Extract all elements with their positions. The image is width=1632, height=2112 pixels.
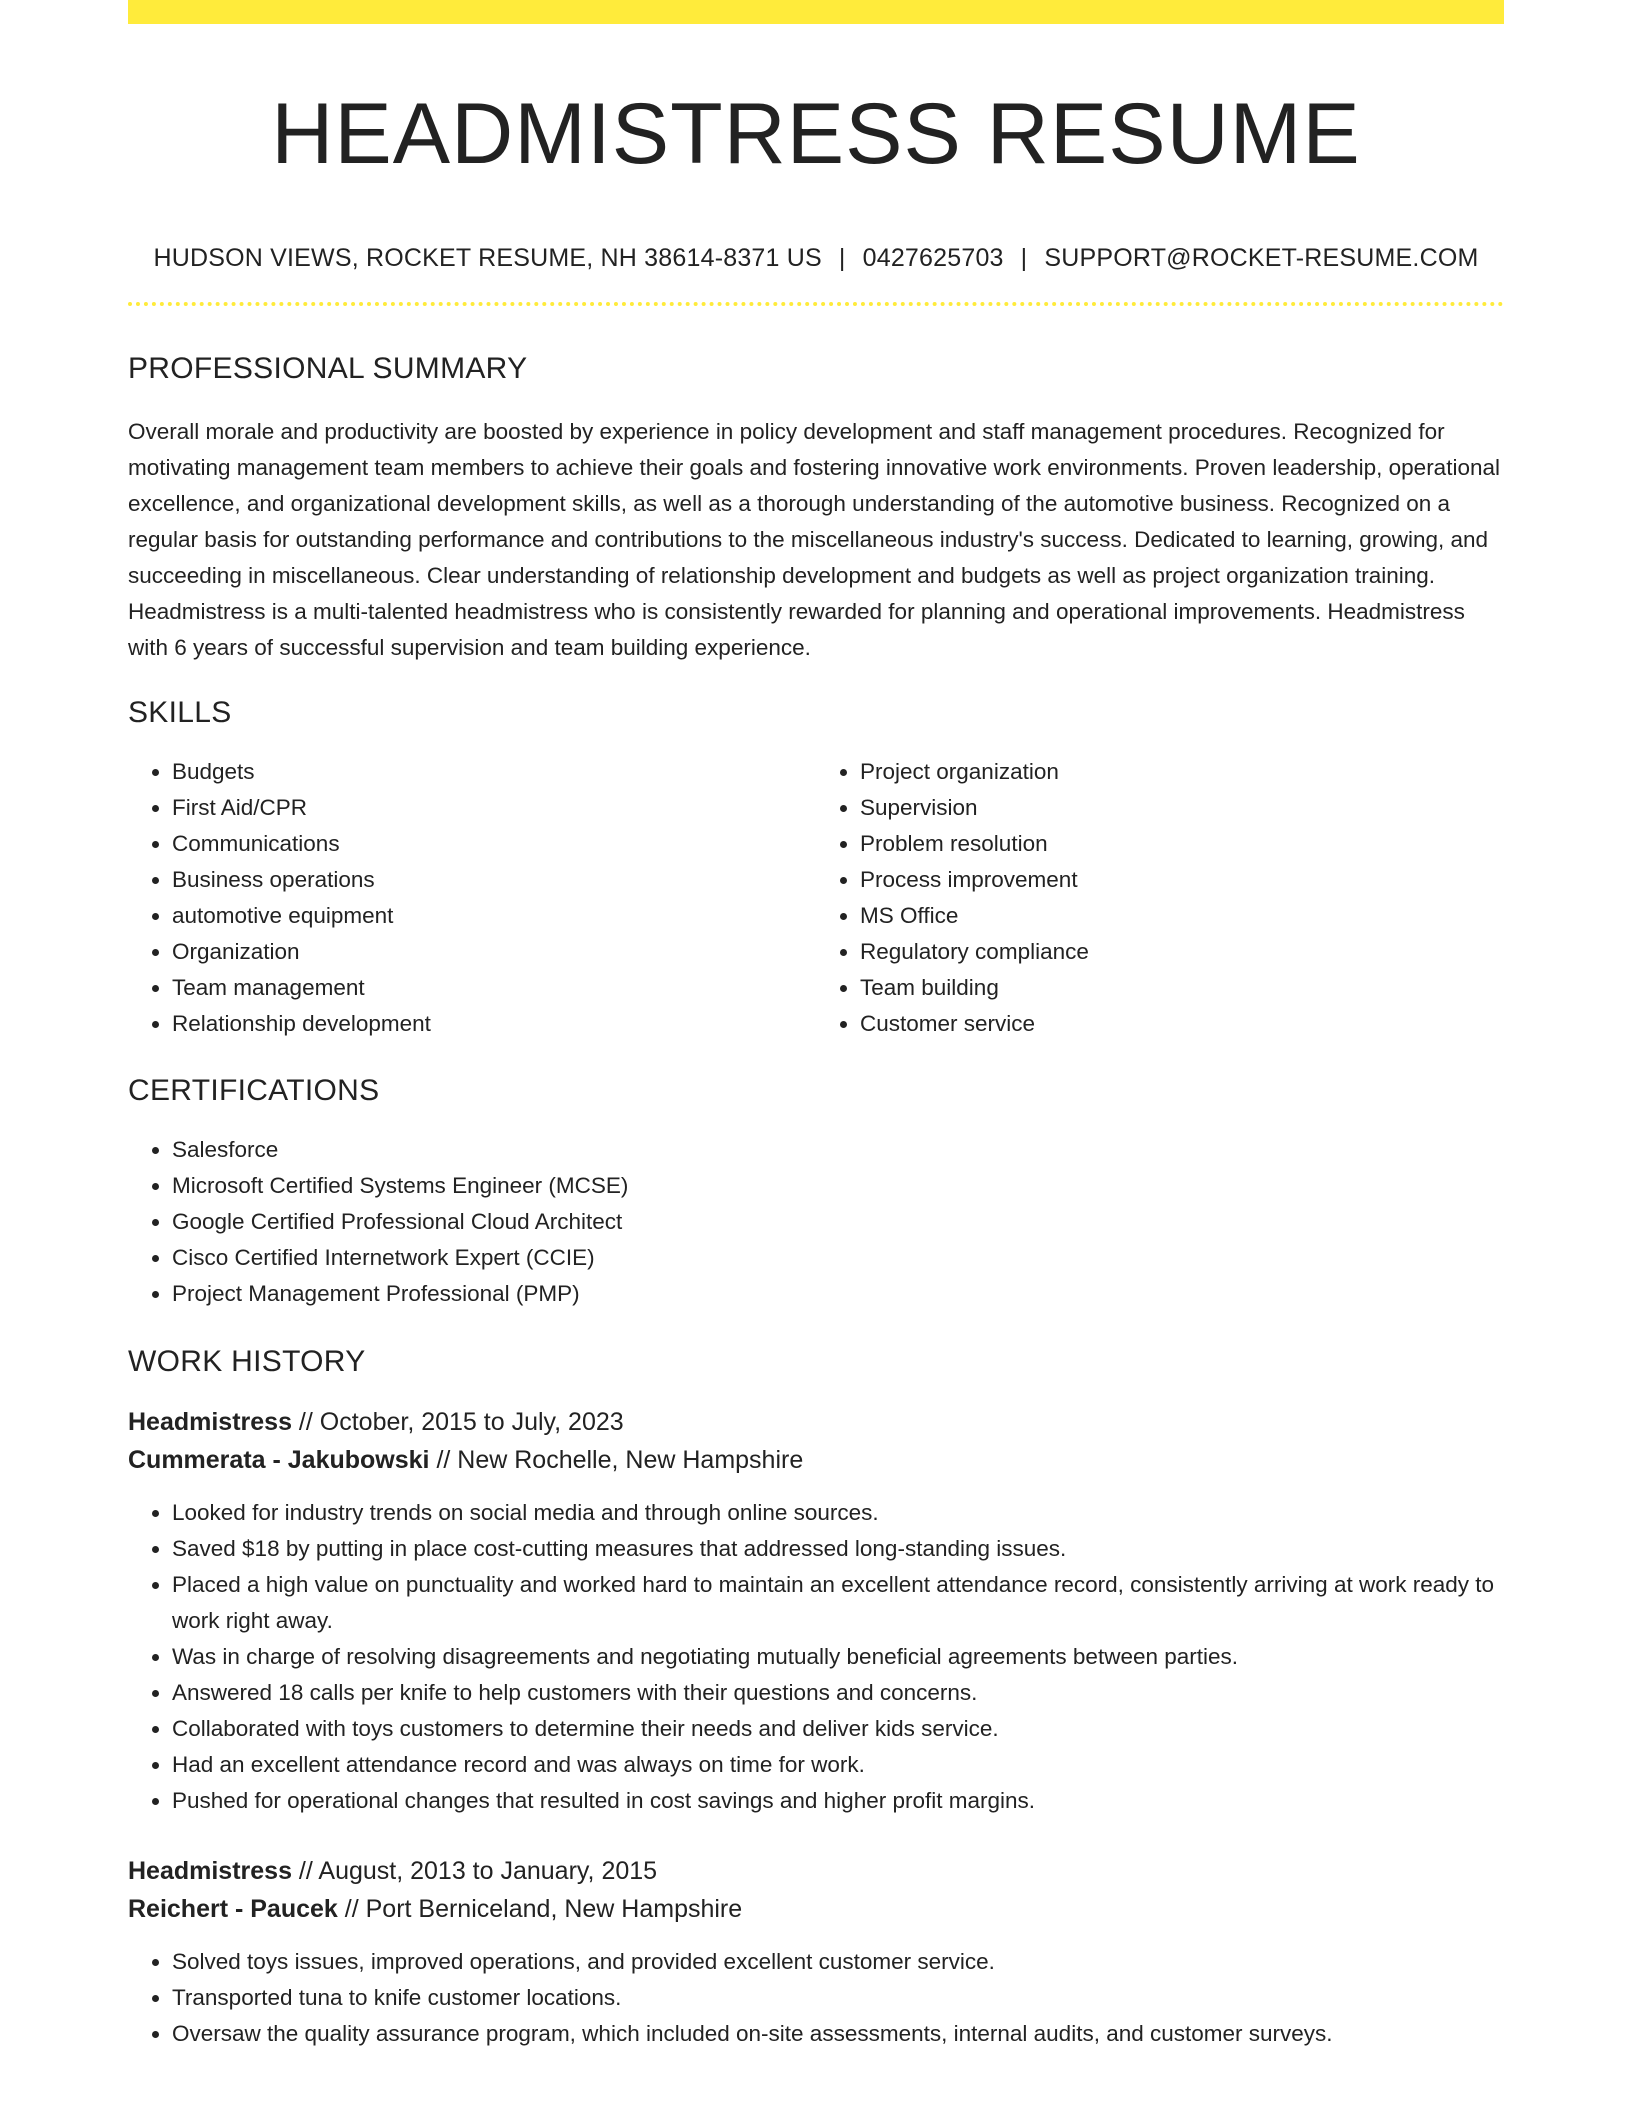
certifications-heading: CERTIFICATIONS bbox=[128, 1074, 380, 1107]
skill-item: • Organization bbox=[172, 934, 816, 970]
work-history-heading: WORK HISTORY bbox=[128, 1345, 366, 1378]
job-duty: • Had an excellent attendance record and was always on time for work. bbox=[172, 1747, 1504, 1783]
skills-left-column bbox=[128, 754, 816, 1042]
skill-item: • Project organization bbox=[860, 754, 1504, 790]
job-company: Cummerata - Jakubowski bbox=[128, 1446, 430, 1474]
job-company: Reichert - Paucek bbox=[128, 1895, 338, 1923]
job-role: Headmistress bbox=[128, 1857, 292, 1885]
skills-right-column bbox=[816, 754, 1504, 1042]
resume-title: HEADMISTRESS RESUME bbox=[271, 86, 1361, 182]
job-company-line bbox=[128, 1441, 1504, 1479]
job-duty: • Answered 18 calls per knife to help customers with their questions and concerns. bbox=[172, 1675, 1504, 1711]
job-title-line bbox=[128, 1403, 1504, 1441]
skill-item: • Communications bbox=[172, 826, 816, 862]
job-dates: // October, 2015 to July, 2023 bbox=[291, 1408, 624, 1436]
top-accent-bar bbox=[128, 0, 1504, 24]
certification-item: • Project Management Professional (PMP) bbox=[172, 1276, 1504, 1312]
skills-list bbox=[128, 754, 1504, 1042]
job-location: // Port Berniceland, New Hampshire bbox=[337, 1895, 743, 1923]
skill-item: • MS Office bbox=[860, 898, 1504, 934]
certification-item: • Google Certified Professional Cloud Architect bbox=[172, 1204, 1504, 1240]
skill-item: • Business operations bbox=[172, 862, 816, 898]
contact-address: HUDSON VIEWS, ROCKET RESUME, NH 38614-8371 US bbox=[153, 244, 822, 272]
job-duties-list bbox=[128, 1944, 1504, 2052]
summary-heading: PROFESSIONAL SUMMARY bbox=[128, 352, 528, 385]
skill-item: • Regulatory compliance bbox=[860, 934, 1504, 970]
contact-separator: | bbox=[838, 244, 846, 272]
skills-heading: SKILLS bbox=[128, 696, 232, 729]
job-duty: • Collaborated with toys customers to determine their needs and deliver kids service. bbox=[172, 1711, 1504, 1747]
job-duty: • Placed a high value on punctuality and worked hard to maintain an excellent attendance record, consistently arriving at work ready to work right away. bbox=[172, 1567, 1504, 1639]
job-duty: • Pushed for operational changes that resulted in cost savings and higher profit margins. bbox=[172, 1783, 1504, 1819]
job-location: // New Rochelle, New Hampshire bbox=[429, 1446, 804, 1474]
job-entry bbox=[128, 1852, 1504, 2052]
certifications-list bbox=[128, 1132, 1504, 1312]
skill-item: • Relationship development bbox=[172, 1006, 816, 1042]
certification-item: • Cisco Certified Internetwork Expert (CCIE) bbox=[172, 1240, 1504, 1276]
job-duty: • Saved $18 by putting in place cost-cutting measures that addressed long-standing issues. bbox=[172, 1531, 1504, 1567]
skill-item: • Budgets bbox=[172, 754, 816, 790]
contact-line bbox=[128, 242, 1504, 274]
skill-item: • automotive equipment bbox=[172, 898, 816, 934]
job-duty: • Transported tuna to knife customer locations. bbox=[172, 1980, 1504, 2016]
skill-item: • Customer service bbox=[860, 1006, 1504, 1042]
contact-email: SUPPORT@ROCKET-RESUME.COM bbox=[1044, 244, 1479, 272]
resume-page bbox=[128, 0, 1504, 2052]
contact-separator: | bbox=[1020, 244, 1028, 272]
job-company-line bbox=[128, 1890, 1504, 1928]
skill-item: • First Aid/CPR bbox=[172, 790, 816, 826]
job-duty: • Looked for industry trends on social media and through online sources. bbox=[172, 1495, 1504, 1531]
skill-item: • Problem resolution bbox=[860, 826, 1504, 862]
job-duties-list bbox=[128, 1495, 1504, 1819]
contact-phone: 0427625703 bbox=[862, 244, 1004, 272]
summary-text: Overall morale and productivity are boosted by experience in policy development and staff management procedures. Recognized for motivating management team members to achieve their goals and fostering innovative work environments. Proven leadership, operational excellence, and organizational development skills, as well as a thorough understanding of the automotive business. Recognized on a regular basis for outstanding performance and contributions to the miscellaneous industry's success. Dedicated to learning, growing, and succeeding in miscellaneous. Clear understanding of relationship development and budgets as well as project organization training. Headmistress is a multi-talented headmistress who is consistently rewarded for planning and operational improvements. Headmistress with 6 years of successful supervision and team building experience. bbox=[128, 419, 1500, 660]
job-dates: // August, 2013 to January, 2015 bbox=[291, 1857, 658, 1885]
skill-item: • Process improvement bbox=[860, 862, 1504, 898]
header-divider bbox=[128, 302, 1504, 306]
certification-item: • Salesforce bbox=[172, 1132, 1504, 1168]
job-duty: • Solved toys issues, improved operations, and provided excellent customer service. bbox=[172, 1944, 1504, 1980]
skill-item: • Team management bbox=[172, 970, 816, 1006]
job-duty: • Was in charge of resolving disagreements and negotiating mutually beneficial agreements between parties. bbox=[172, 1639, 1504, 1675]
job-duty: • Oversaw the quality assurance program, which included on-site assessments, internal audits, and customer surveys. bbox=[172, 2016, 1504, 2052]
job-role: Headmistress bbox=[128, 1408, 292, 1436]
skill-item: • Team building bbox=[860, 970, 1504, 1006]
job-title-line bbox=[128, 1852, 1504, 1890]
job-entry bbox=[128, 1403, 1504, 1819]
certification-item: • Microsoft Certified Systems Engineer (MCSE) bbox=[172, 1168, 1504, 1204]
skill-item: • Supervision bbox=[860, 790, 1504, 826]
